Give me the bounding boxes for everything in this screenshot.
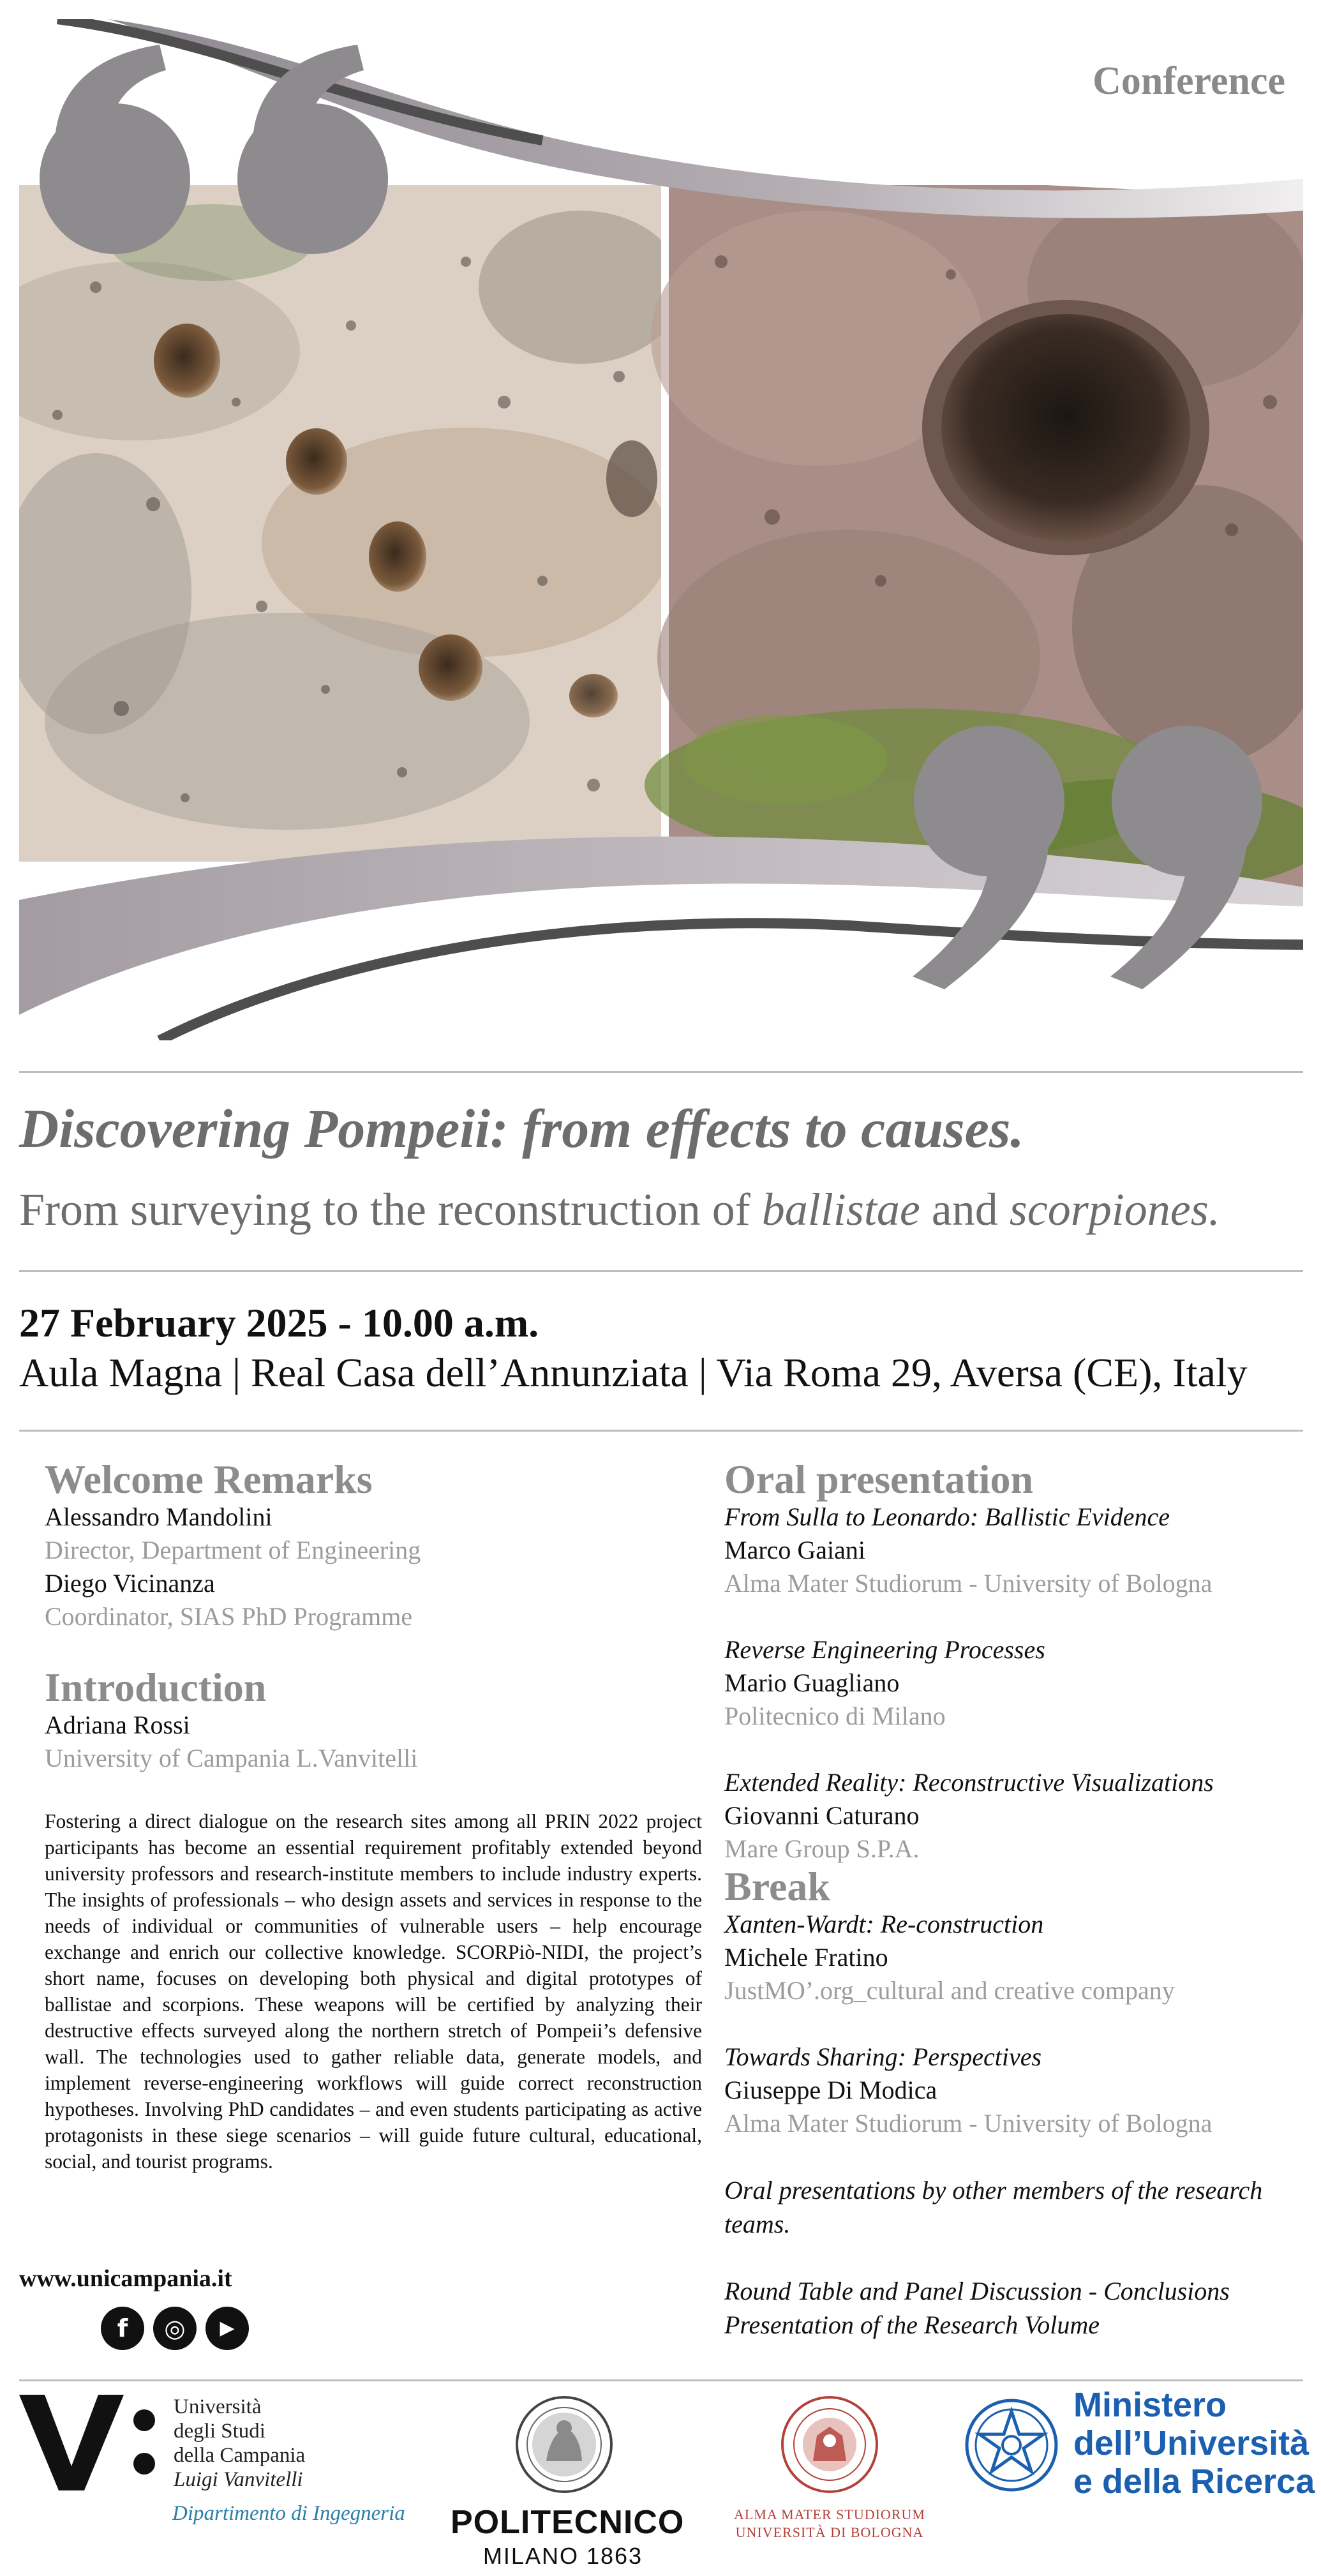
speaker-name: Diego Vicinanza xyxy=(45,1569,215,1598)
instagram-icon[interactable]: ◎ xyxy=(153,2307,197,2350)
speaker-affiliation: JustMO’.org_cultural and creative company xyxy=(724,1976,1175,2005)
department-name: Dipartimento di Ingegneria xyxy=(172,2502,405,2525)
talk-title: Towards Sharing: Perspectives xyxy=(724,2042,1042,2071)
speaker-affiliation: Alma Mater Studiorum - University of Bologna xyxy=(724,2109,1213,2138)
program-right-column xyxy=(724,1458,1299,2342)
break-heading: Break xyxy=(724,1864,830,1909)
speaker-affiliation: Politecnico di Milano xyxy=(724,1702,946,1730)
ministry-emblem-icon xyxy=(964,2397,1059,2493)
talk-title: Xanten-Wardt: Re-construction xyxy=(724,1910,1044,1938)
hero-banner xyxy=(19,19,1303,1040)
introduction-heading: Introduction xyxy=(45,1665,267,1710)
research-volume-line: Presentation of the Research Volume xyxy=(724,2310,1100,2339)
speaker-name: Giovanni Caturano xyxy=(724,1801,920,1830)
event-title: Discovering Pompeii: from effects to causes. xyxy=(19,1098,1024,1159)
stone-photo-left xyxy=(19,185,683,862)
event-venue: Aula Magna | Real Casa dell’Annunziata | Via Roma 29, Aversa (CE), Italy xyxy=(19,1350,1248,1395)
speaker-name: Mario Guagliano xyxy=(724,1668,900,1697)
speaker-role: University of Campania L.Vanvitelli xyxy=(45,1744,418,1772)
divider-program xyxy=(19,1430,1303,1432)
speaker-name: Giuseppe Di Modica xyxy=(724,2076,937,2104)
unibo-seal-icon xyxy=(780,2395,879,2494)
speaker-name: Michele Fratino xyxy=(724,1943,888,1972)
divider-footer xyxy=(19,2379,1303,2381)
talk-title: Extended Reality: Reconstructive Visualizations xyxy=(724,1768,1214,1797)
welcome-heading: Welcome Remarks xyxy=(45,1456,373,1502)
other-presentations-note: Oral presentations by other members of the research teams. xyxy=(724,2176,1263,2238)
event-date: 27 February 2025 - 10.00 a.m. xyxy=(19,1300,539,1345)
speaker-role: Coordinator, SIAS PhD Programme xyxy=(45,1602,413,1631)
speaker-name: Marco Gaiani xyxy=(724,1536,866,1564)
project-abstract: Fostering a direct dialogue on the research sites among all PRIN 2022 project participants has become an essential requirement profitably extended beyond university professors and research-institute members to include industry experts. The insights of professionals – who design assets and services in response to the needs of individual or communities of vulnerable users – help encourage exchange and enrich our collective knowledge. SCORPiò-NIDI, the project’s short name, focuses on developing both physical and digital prototypes of ballistae and scorpions. These weapons will be certified by analyzing their destructive effects surveyed along the northern stretch of Pompeii’s defensive wall. The technologies used to gather reliable data, generate models, and implement reverse-engineering workflows will guide correct reconstruction hypotheses. Involving PhD candidates – and even students participating as active protagonists in these siege scenarios – will guide future cultural, educational, social, and tourist programs. xyxy=(45,1810,702,2173)
talk-title: Reverse Engineering Processes xyxy=(724,1635,1045,1664)
ministry-logo-text: Ministero dell’Università e della Ricerca xyxy=(1073,2386,1315,2501)
vanvitelli-logo-text: Università degli Studi della Campania Luigi Vanvitelli xyxy=(174,2395,306,2491)
speaker-name: Adriana Rossi xyxy=(45,1711,190,1739)
polimi-seal-icon xyxy=(514,2395,614,2494)
divider-top xyxy=(19,1071,1303,1073)
polimi-name: POLITECNICO xyxy=(451,2504,685,2541)
oral-presentation-heading: Oral presentation xyxy=(724,1456,1034,1502)
event-subtitle: From surveying to the reconstruction of ballistae and scorpiones. xyxy=(19,1184,1220,1235)
unibo-logo-text: ALMA MATER STUDIORUM UNIVERSITÀ DI BOLOGNA xyxy=(734,2506,925,2540)
speaker-affiliation: Alma Mater Studiorum - University of Bologna xyxy=(724,1569,1213,1598)
conference-label: Conference xyxy=(1093,59,1285,103)
speaker-name: Alessandro Mandolini xyxy=(45,1502,272,1531)
talk-title: From Sulla to Leonardo: Ballistic Evidence xyxy=(724,1502,1170,1531)
polimi-subtitle: MILANO 1863 xyxy=(482,2543,643,2569)
facebook-icon[interactable]: f xyxy=(101,2307,144,2350)
speaker-affiliation: Mare Group S.P.A. xyxy=(724,1834,920,1863)
hero-illustration xyxy=(19,19,1303,1040)
speaker-role: Director, Department of Engineering xyxy=(45,1536,421,1564)
divider-middle xyxy=(19,1270,1303,1272)
vanvitelli-logo-mark xyxy=(19,2395,160,2490)
website-link[interactable]: www.unicampania.it xyxy=(19,2265,232,2292)
round-table-line: Round Table and Panel Discussion - Conclusions xyxy=(724,2277,1230,2305)
youtube-icon[interactable]: ▶ xyxy=(205,2307,249,2350)
program-left-column xyxy=(45,1458,702,2175)
